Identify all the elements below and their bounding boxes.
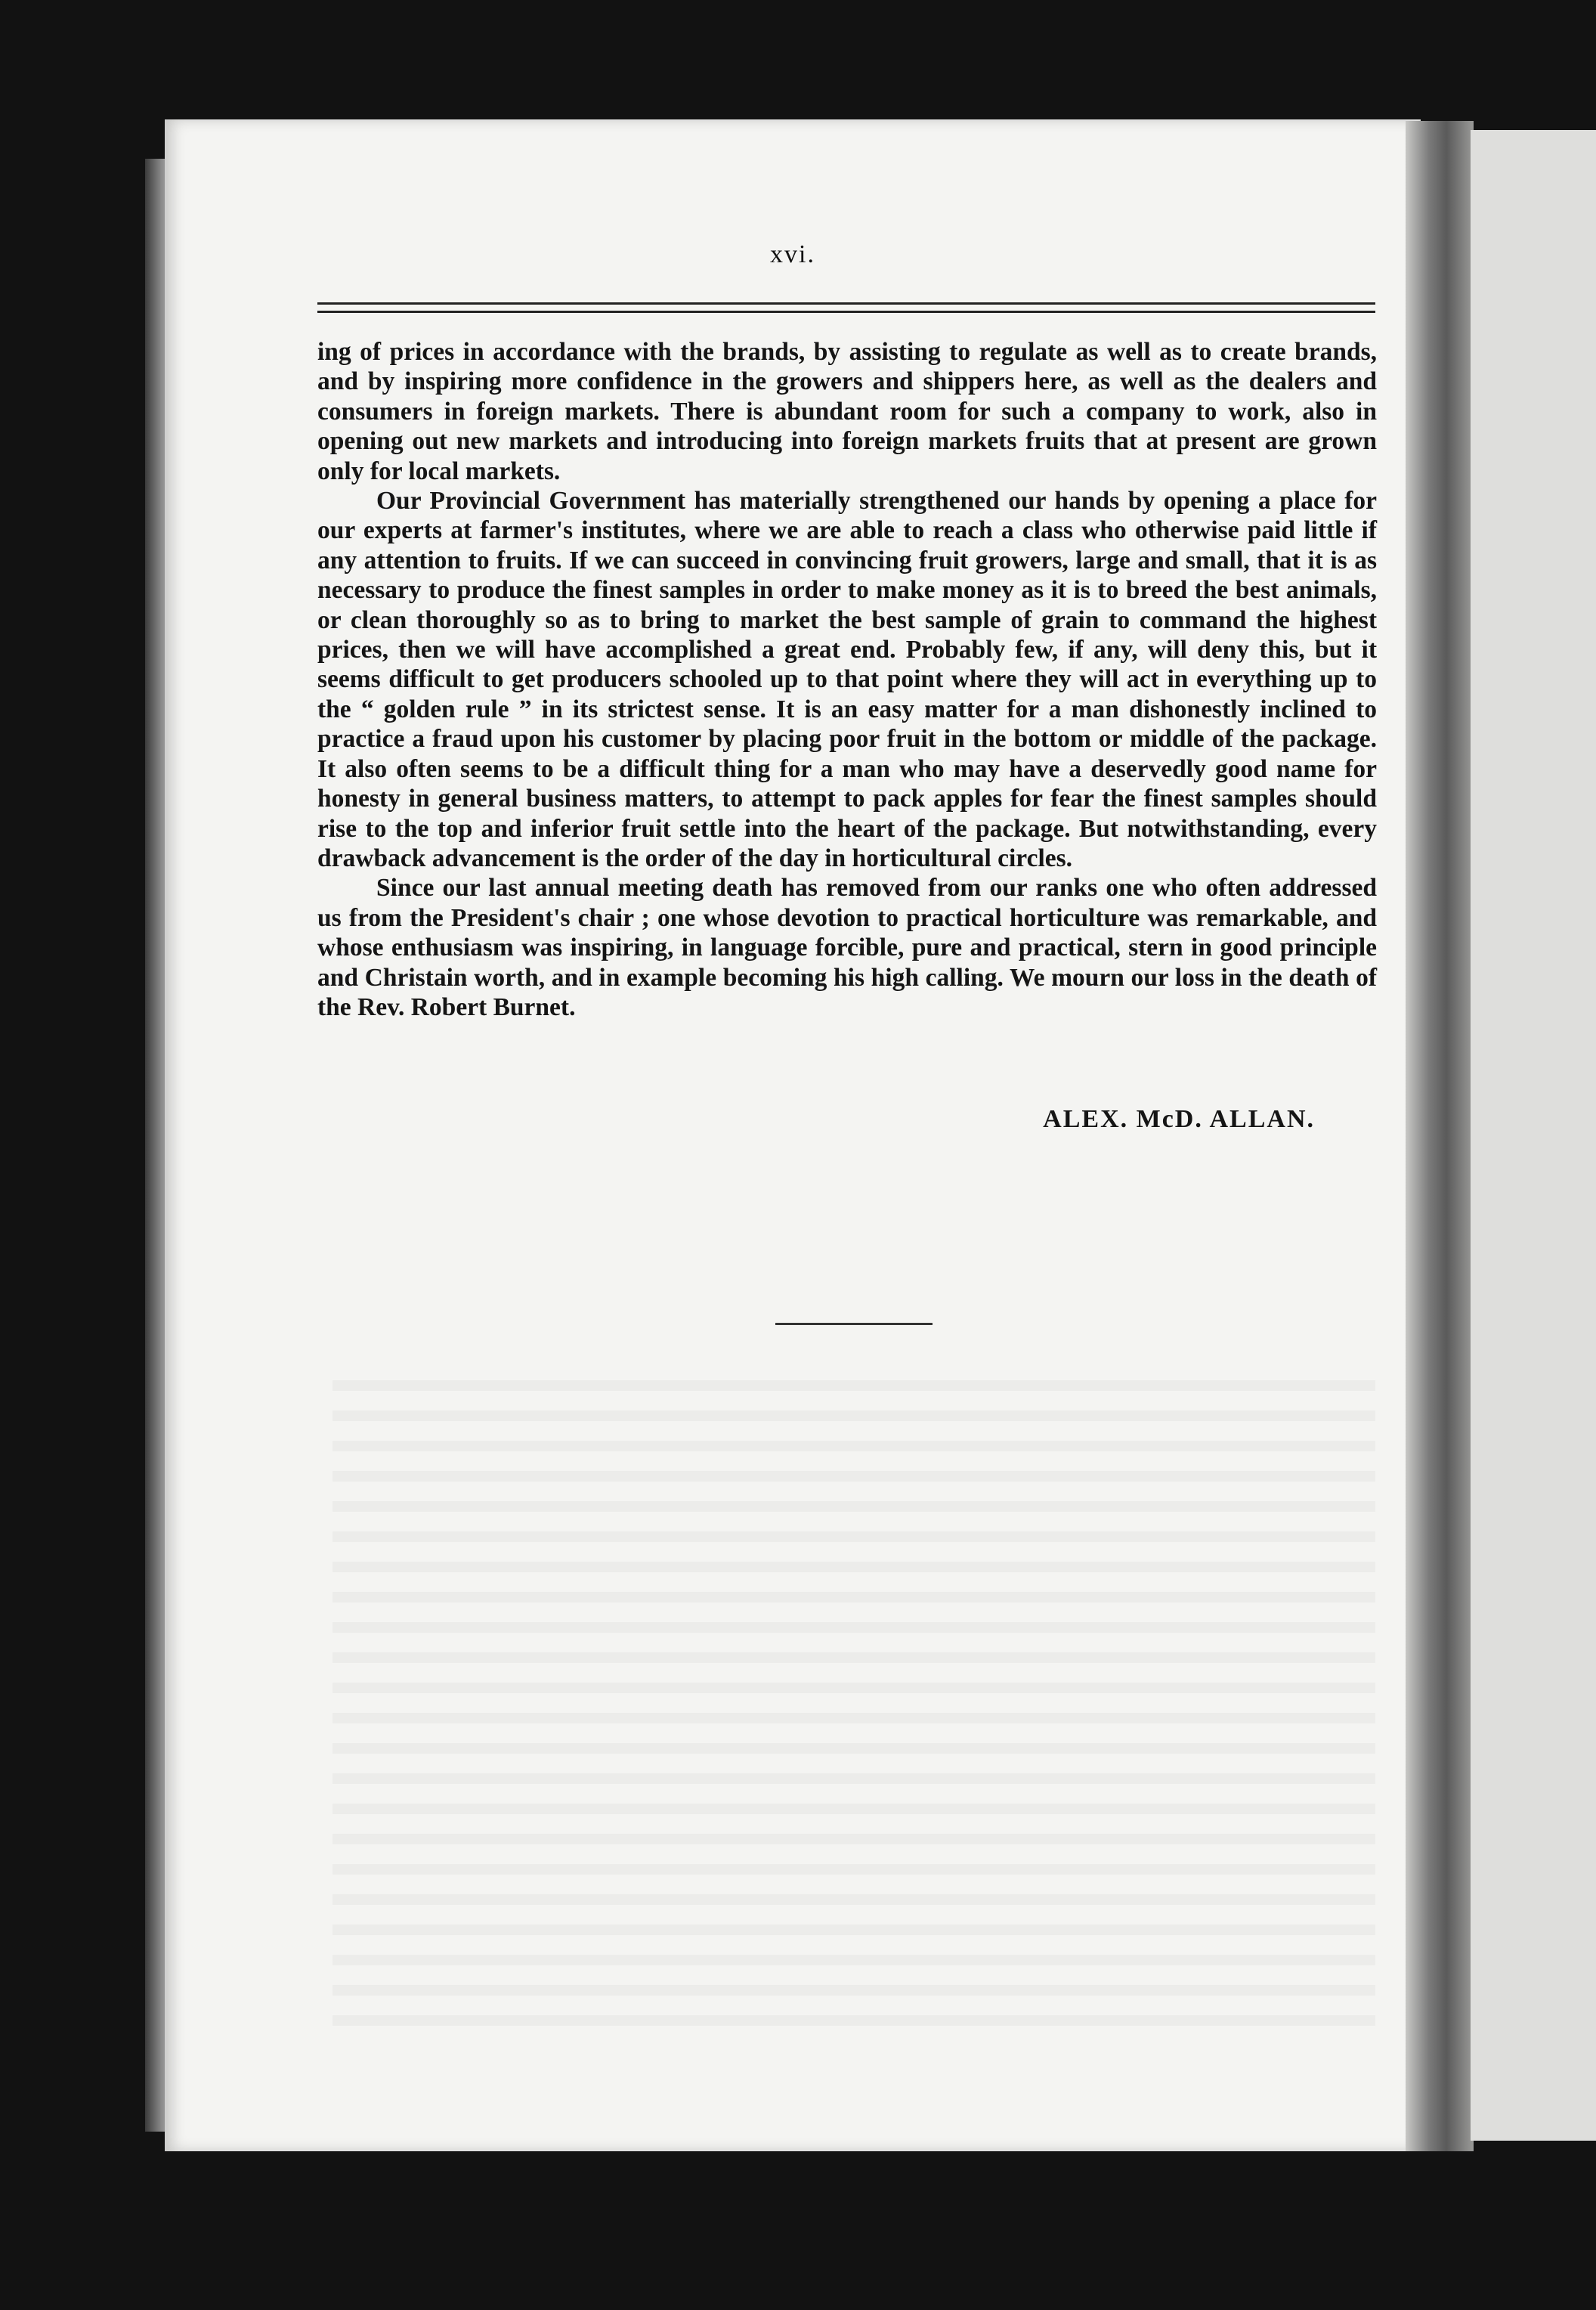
- book-gutter-fold: [1406, 121, 1474, 2151]
- paragraph-memorial: Since our last annual meeting death has removed from our ranks one who often addressed us from the President's chair ; one whose devotion to practical horticulture was remarkable, and whose enthusiasm was inspiring, in language forcible, pure and practical, stern in good principle and Christain worth, and in example becoming his high calling. We mourn our loss in the death of the Rev. Robert Burnet.: [317, 874, 1377, 1021]
- author-signature: ALEX. McD. ALLAN.: [1043, 1105, 1315, 1133]
- show-through-texture: [332, 1361, 1375, 2041]
- body-text: [317, 337, 1377, 1022]
- paragraph-provincial-government: Our Provincial Government has materially strengthened our hands by opening a place for our experts at farmer's institutes, where we are able to reach a class who otherwise paid little if any attention to fruits. If we can succeed in convincing fruit growers, large and small, that it is as necessary to produce the finest samples in order to make money as it is to breed the best animals, or clean thoroughly so as to bring to market the best sample of grain to command the highest prices, then we will have accomplished a great end. Probably few, if any, will deny this, but it seems difficult to get producers schooled up to that point where they will act in everything up to the “ golden rule ” in its strictest sense. It is an easy matter for a man dishonestly inclined to practice a fraud upon his customer by placing poor fruit in the bottom or middle of the package. It also often seems to be a difficult thing for a man who may have a deservedly good name for honesty in general business matters, to attempt to pack apples for fear the finest samples should rise to the top and inferior fruit settle into the heart of the package. But notwithstanding, every drawback advancement is the order of the day in horticultural circles.: [317, 487, 1377, 872]
- page-number: xvi.: [770, 240, 815, 268]
- facing-page: [1471, 130, 1596, 2141]
- header-double-rule: [317, 302, 1375, 313]
- section-divider-rule: [775, 1323, 933, 1325]
- paragraph-continuation: ing of prices in accordance with the brands, by assisting to regulate as well as to create brands, and by inspiring more confidence in the growers and shippers here, as well as the dealers and consumers in foreign markets. There is abundant room for such a company to work, also in opening out new markets and introducing into foreign markets fruits that at present are grown only for local markets.: [317, 338, 1377, 485]
